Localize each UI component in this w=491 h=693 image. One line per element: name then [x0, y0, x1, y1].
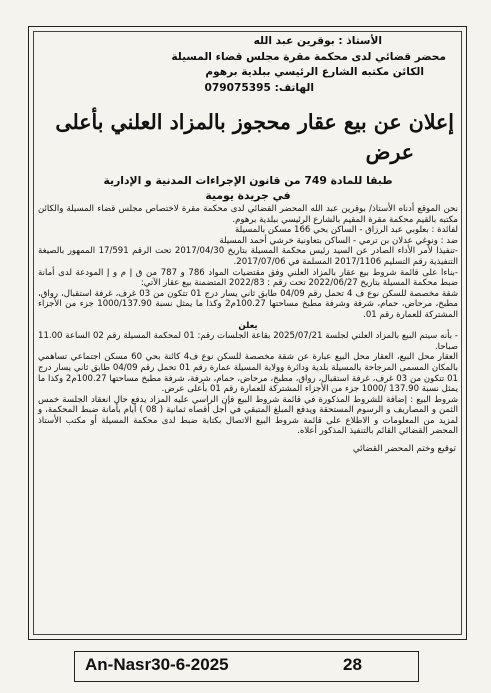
- newspaper-footer: [74, 651, 419, 682]
- notice-content: [36, 34, 460, 634]
- bailiff-title: محضر قضائي لدى محكمة مقرة مجلس قضاء المسيلة: [171, 50, 446, 63]
- notice-title-line1: إعلان عن بيع عقار محجوز بالمزاد العلني بأعلى: [55, 110, 454, 134]
- publication-note: في جريدة يومية: [205, 189, 291, 202]
- body-paragraph: -تنفيذا لأمر الأداء الصادر عن السيد رئيس محكمة المسيلة بتاريخ 2017/04/30 تحت الرقم 17/591 الممهور بالصيغة التنفيذية رقم التسليم 2017/1106 المسلمة في 2017/07/06.: [38, 246, 458, 267]
- signature-line: توقيع وختم المحضر القضائي: [352, 444, 456, 455]
- property-details-paragraph: العقار محل البيع، العقار محل البيع عبارة عن شقة مخصصة للسكن نوع ف4 كائنة بحي 60 مسكن اجتماعي تساهمي بالمكان المسمى المرجاحة بالمسيلة بلدية ودائرة وولاية المسيلة عمارة رقم 01 تحمل رقم 04/09 طابق ثاني يسار درج 01 تتكون من 03 غرف، غرفة استقبال، رواق، مطبخ، مرحاض، حمام، شرفة، شرفة مطبخ مساحتها 100.27م2 وكذا ما يمثل نسبة 137.90 /1000 جزء من الأجزاء المشتركة للعمارة رقم 01 بأعلى عرض.: [38, 352, 459, 395]
- announces-heading: يعلن: [238, 320, 258, 331]
- sale-conditions-paragraph: شروط البيع : إضافة للشروط المذكورة في قائمة شروط البيع فإن الراسي عليه المزاد يدفع حال انعقاد الجلسة خمس الثمن و المصاريف و الرسوم المستحقة ويدفع المبلغ المتبقي في أجل أقصاه ثمانية ( 08 ) أيام بأمانة ضبط المحكمة، و لمزيد من المعلومات و الاطلاع على قائمة شروط البيع الاتصال بكتابة ضبط لدى محكمة المسيلة أو مكتب الأستاذ المحضر القضائي القائم بالتنفيذ المذكور أعلاه.: [38, 394, 458, 437]
- phone-label: الهاتف:: [274, 81, 314, 94]
- office-address: الكائن مكتبه الشارع الرئيسي ببلدية برهوم: [205, 66, 424, 78]
- auction-date-paragraph: - بأنه سيتم البيع بالمزاد العلني لجلسة 2025/07/21 بقاعة الجلسات رقم: 01 لمحكمة المسيلة رقم 02 الساعة 11.00 صباحا.: [38, 331, 458, 352]
- phone-number: 079075395: [204, 81, 271, 94]
- notice-title-line2: عرض: [365, 140, 414, 164]
- body-paragraph: -بناءا على قائمة شروط بيع عقار بالمزاد العلني وفق مقتضيات المواد 786 و 787 من ق إ م و إ المودعة لدى أمانة ضبط محكمة المسيلة بتاريخ 2022/06/27 تحت رقم : 2022/83 المتضمنة بيع عقار الآتي:: [38, 267, 458, 289]
- legal-basis: طبقا للمادة 749 من قانون الإجراءات المدنية و الإدارية: [103, 174, 393, 187]
- notice-body: [36, 204, 460, 437]
- beneficiary-line: لفائدة : بعلوبي عبد الرزاق - الساكن بحي 166 مسكن بالمسيلة: [235, 225, 458, 236]
- property-description: شقة مخصصة للسكن نوع ف 4 تحمل رقم 04/09 طابق ثاني يسار درج 01 تتكون من 03 غرف، غرفة استقبال، رواق، مطبخ، مرحاض، حمام، شرفة وشرفة مطبخ مساحتها 100.27م2 وكذا ما يمثل نسبة 1000/137.90 جزء من الأجزاء المشتركة للعمارة رقم 01.: [38, 288, 458, 320]
- publication-date: An-Nasr30-6-2025: [85, 655, 229, 674]
- body-paragraph: نحن الموقع أدناه الأستاذ/ بوقرين عبد الله المحضر القضائي لدى محكمة مقرة لاختصاص مجلس قضاء المسيلة والكائن مكتبه بالقيم محكمة مقرة المقيم بالشارع الرئيسي ببلدية برهوم.: [38, 204, 458, 225]
- page-number: 28: [343, 655, 362, 674]
- defendant-line: ضد : ونوغي عدلان بن ترمي - الساكن بتعاونية خرشي أحمد المسيلة: [219, 235, 458, 246]
- phone-line: [36, 81, 314, 97]
- bailiff-header: [36, 34, 446, 96]
- bailiff-name: الأستاذ : بوقرين عبد الله: [253, 35, 382, 47]
- notice-title: [36, 107, 454, 167]
